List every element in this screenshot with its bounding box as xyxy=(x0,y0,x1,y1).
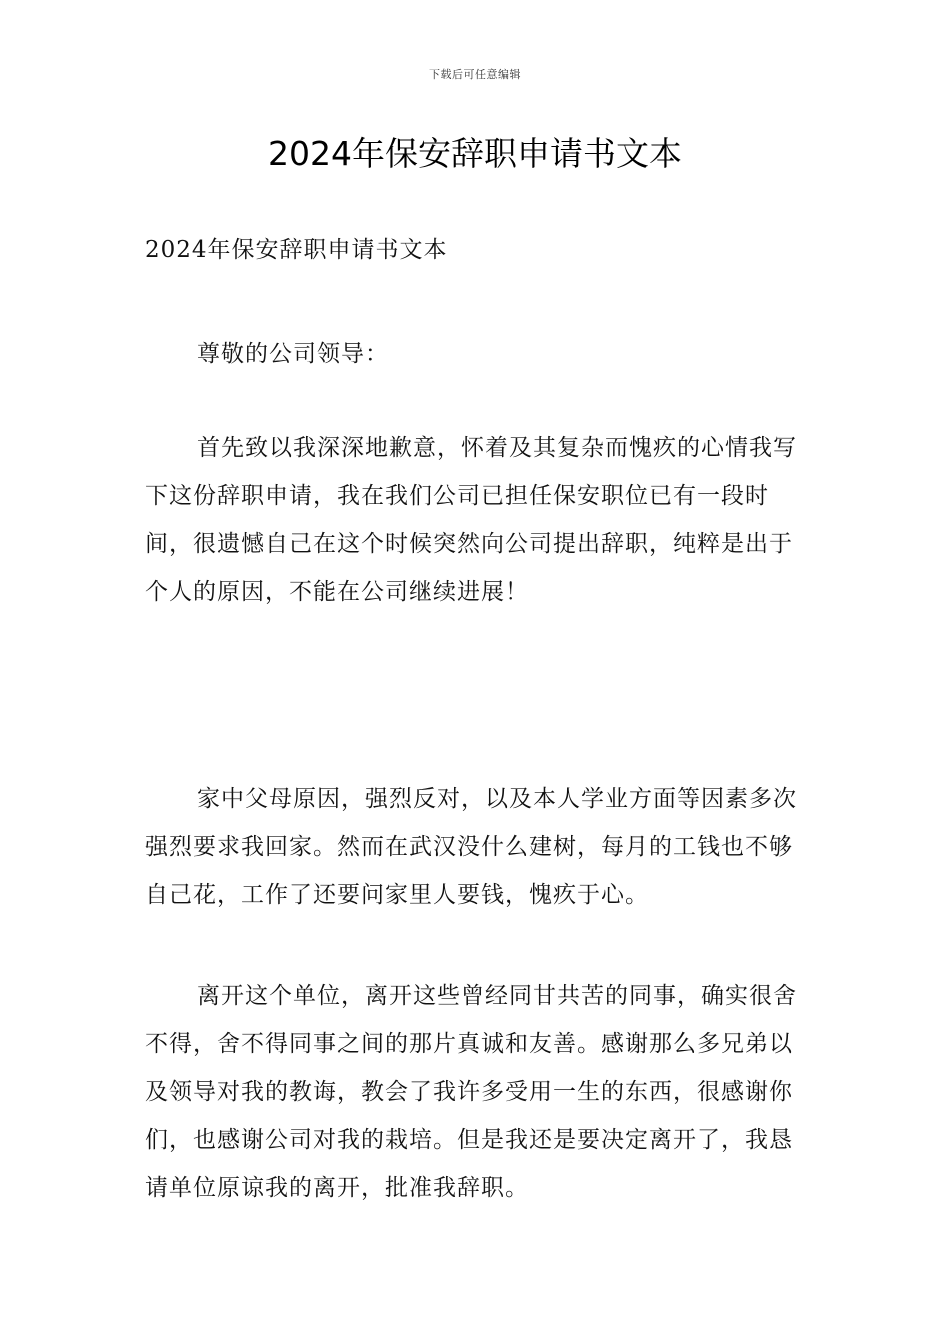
salutation: 尊敬的公司领导： xyxy=(197,341,389,367)
document-subtitle: 2024年保安辞职申请书文本 xyxy=(145,237,448,263)
header-note: 下载后可任意编辑 xyxy=(429,68,521,81)
paragraph-1: 首先致以我深深地歉意，怀着及其复杂而愧疚的心情我写下这份辞职申请，我在我们公司已担任保安职位已有一段时间，很遗憾自己在这个时候突然向公司提出辞职，纯粹是出于个人的原因，不能在公司继续进展！ xyxy=(145,435,797,605)
paragraph-3: 离开这个单位，离开这些曾经同甘共苦的同事，确实很舍不得，舍不得同事之间的那片真诚和友善。感谢那么多兄弟以及领导对我的教诲，教会了我许多受用一生的东西，很感谢你们，也感谢公司对我的栽培。但是我还是要决定离开了，我恳请单位原谅我的离开，批准我辞职。 xyxy=(145,983,797,1201)
paragraph-2: 家中父母原因，强烈反对，以及本人学业方面等因素多次强烈要求我回家。然而在武汉没什么建树，每月的工钱也不够自己花，工作了还要问家里人要钱，愧疚于心。 xyxy=(145,786,797,908)
document-title: 2024年保安辞职申请书文本 xyxy=(268,134,682,173)
